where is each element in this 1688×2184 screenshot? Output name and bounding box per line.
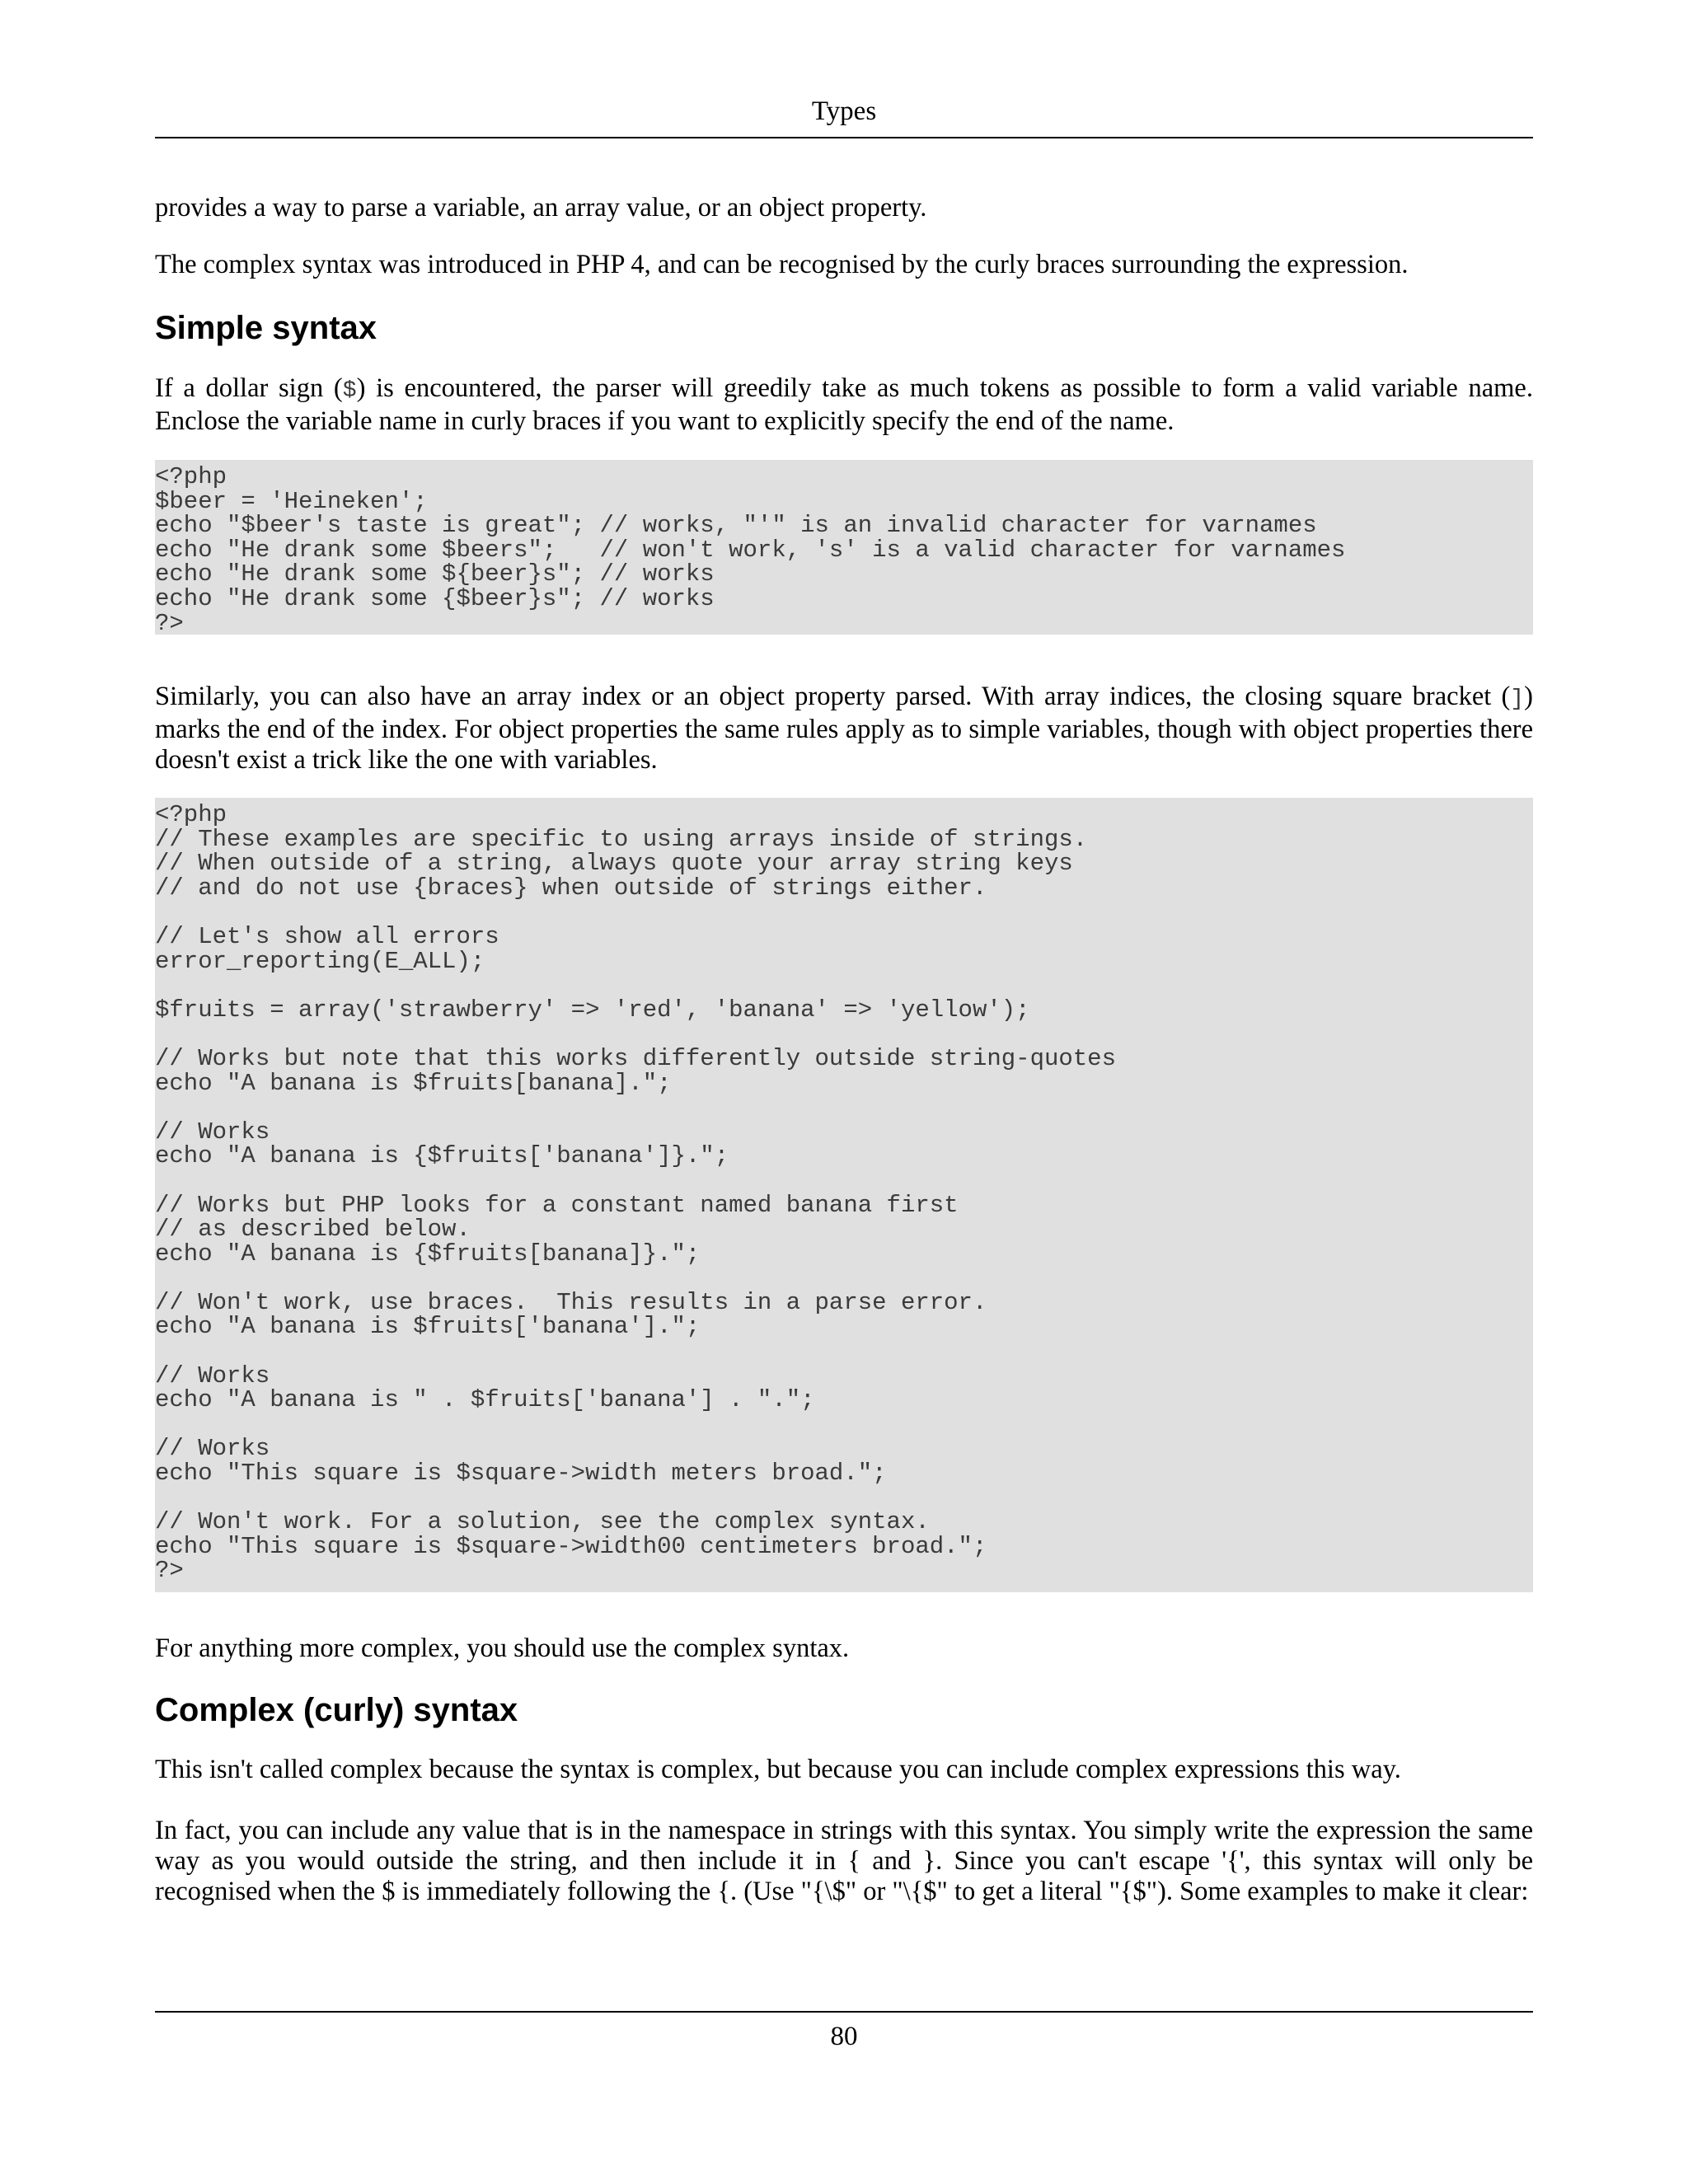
text-segment: Similarly, you can also have an array index or an object property parsed. With array indices, the closing square bracket ( <box>155 682 1511 711</box>
inline-code: $ <box>342 378 357 404</box>
array-index-paragraph <box>155 682 1533 776</box>
inline-code: ] <box>1510 687 1525 712</box>
code-block-arrays: <?php // These examples are specific to using arrays inside of strings. // When outside of a string, always quote your array string keys // and do not use {braces} when outside of strings either. // Let's show all errors error_reporting(E_ALL); $fruits = array('strawberry' => 'red', 'banana' => 'yellow'); // Works but note that this works differently outside string-quotes echo "A banana is $fruits[banana]."; // Works echo "A banana is {$fruits['banana']}."; // Works but PHP looks for a constant named banana first // as described below. echo "A banana is {$fruits[banana]}."; // Won't work, use braces. This results in a parse error. echo "A banana is $fruits['banana']."; // Works echo "A banana is " . $fruits['banana'] . "."; // Works echo "This square is $square->width meters broad."; // Won't work. For a solution, see the complex syntax. echo "This square is $square->width00 centimeters broad."; ?> <box>155 798 1533 1592</box>
header-rule <box>155 137 1533 138</box>
intro-paragraph: provides a way to parse a variable, an array value, or an object property. <box>155 193 927 223</box>
page-number: 80 <box>830 2022 858 2051</box>
simple-syntax-heading: Simple syntax <box>155 310 377 346</box>
complex-explanation-paragraph: This isn't called complex because the syntax is complex, but because you can include complex expressions this way. <box>155 1755 1401 1784</box>
page-content <box>155 193 1533 1907</box>
dollar-sign-paragraph <box>155 373 1533 437</box>
namespace-paragraph: In fact, you can include any value that is in the namespace in strings with this syntax. You simply write the expression the same way as you would outside the string, and then include it in { and }. Since you can't escape '{', this syntax will only be recognised when the $ is immediately following the {. (Use "{\$" or "\{$" to get a literal "{$"). Some examples to make it clear: <box>155 1816 1533 1906</box>
document-page <box>155 0 1533 2184</box>
footer-rule <box>155 2011 1533 2013</box>
text-segment: If a dollar sign ( <box>155 373 343 403</box>
running-header: Types <box>811 96 877 126</box>
complex-syntax-heading: Complex (curly) syntax <box>155 1692 518 1728</box>
text-segment: ) marks the end of the index. For object properties the same rules apply as to simple variables, though with object properties there doesn't exist a trick like the one with variables. <box>155 682 1533 775</box>
more-complex-paragraph: For anything more complex, you should use the complex syntax. <box>155 1633 850 1663</box>
code-block-simple: <?php $beer = 'Heineken'; echo "$beer's taste is great"; // works, "'" is an invalid character for varnames echo "He drank some $beers"; // won't work, 's' is a valid character for varnames echo "He drank some ${beer}s"; // works echo "He drank some {$beer}s"; // works ?> <box>155 460 1533 635</box>
complex-intro-paragraph: The complex syntax was introduced in PHP 4, and can be recognised by the curly braces surrounding the expression. <box>155 250 1409 279</box>
text-segment: ) is encountered, the parser will greedily take as much tokens as possible to form a valid variable name. Enclose the variable name in curly braces if you want to explicitly specify the end of the name. <box>155 373 1533 436</box>
